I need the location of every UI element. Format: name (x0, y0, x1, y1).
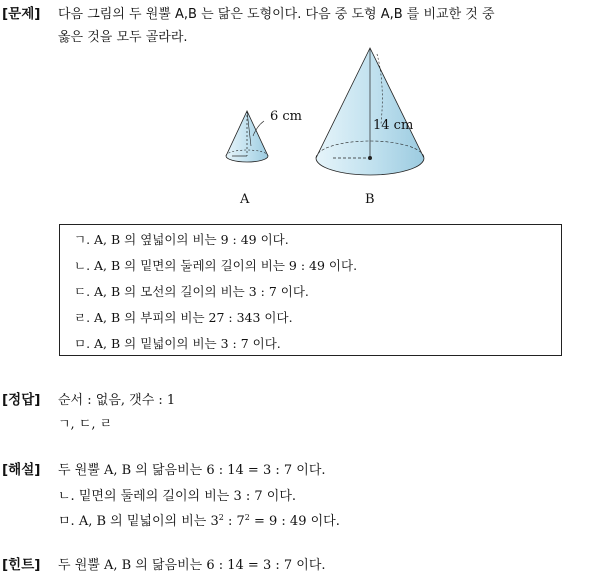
explanation-line2: ㄴ. 밑면의 둘레의 길이의 비는 3 : 7 이다. (58, 489, 297, 504)
choice-item: ㄹ. A, B 의 부피의 비는 27 : 343 이다. (74, 310, 293, 325)
problem-text-line1: 다음 그림의 두 원뿔 A,B 는 닮은 도형이다. 다음 중 도형 A,B 를 비교한 것 중 (58, 7, 495, 22)
problem-text-line2: 옳은 것을 모두 골라라. (58, 30, 188, 45)
cones-figure (215, 44, 435, 212)
explanation-line3-prefix: ㅁ. A, B 의 밑넓이의 비는 3 (58, 514, 219, 529)
large-cone-label: B (365, 192, 375, 207)
choice-item: ㅁ. A, B 의 밑넓이의 비는 3 : 7 이다. (74, 336, 281, 351)
small-cone-dimension: 6 cm (270, 109, 303, 124)
large-cone (316, 48, 424, 175)
problem-tag: [문제] (2, 6, 41, 22)
choice-item: ㄷ. A, B 의 모선의 길이의 비는 3 : 7 이다. (74, 284, 309, 299)
exponent: 2 (244, 513, 250, 522)
large-cone-dimension: 14 cm (373, 118, 414, 133)
answer-tag: [정답] (2, 392, 41, 408)
choice-item: ㄱ. A, B 의 옆넓이의 비는 9 : 49 이다. (74, 232, 289, 247)
small-cone (226, 111, 268, 162)
exponent: 2 (218, 513, 224, 522)
hint-tag: [힌트] (2, 557, 41, 573)
answer-value: ㄱ, ㄷ, ㄹ (58, 417, 113, 432)
choice-item: ㄴ. A, B 의 밑면의 둘레의 길이의 비는 9 : 49 이다. (74, 258, 358, 273)
choices-box (59, 224, 562, 356)
hint-line1: 두 원뿔 A, B 의 닮음비는 6 : 14 = 3 : 7 이다. (58, 558, 326, 573)
explanation-line1: 두 원뿔 A, B 의 닮음비는 6 : 14 = 3 : 7 이다. (58, 463, 326, 478)
explanation-line3-suffix: = 9 : 49 이다. (249, 514, 340, 529)
answer-meta: 순서 : 없음, 갯수 : 1 (58, 393, 176, 408)
explanation-line3 (58, 510, 340, 529)
explanation-line3-mid: : 7 (223, 514, 245, 529)
explanation-tag: [해설] (2, 462, 41, 478)
small-cone-label: A (240, 192, 250, 207)
